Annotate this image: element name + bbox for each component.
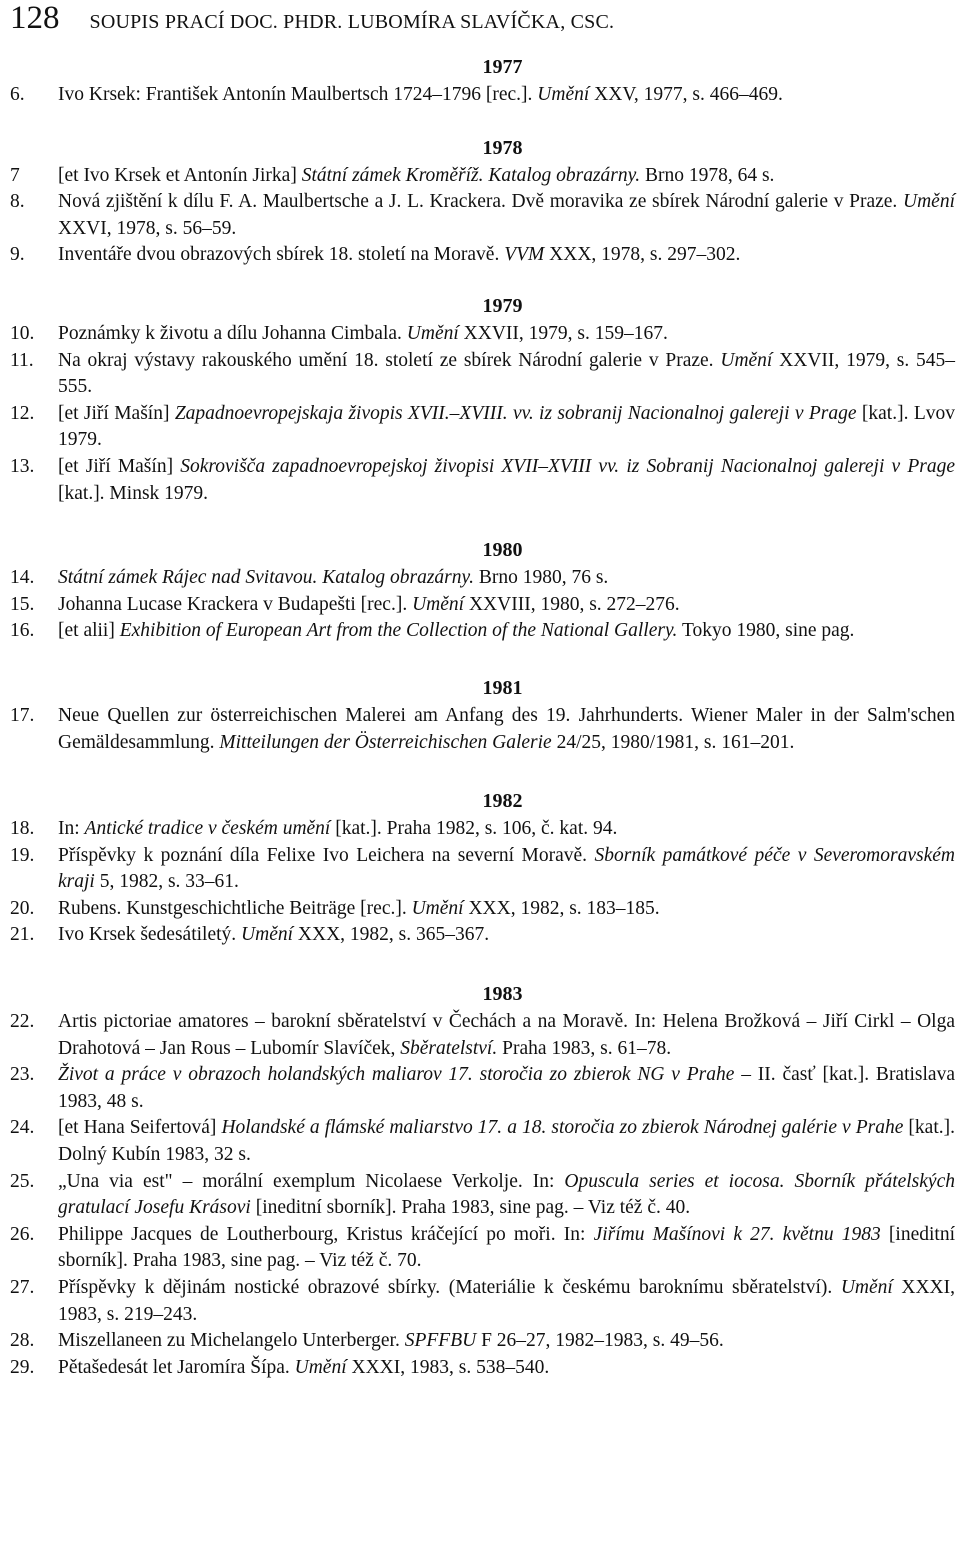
entry-number: 12. bbox=[10, 402, 35, 424]
bibliography-entry bbox=[10, 189, 955, 242]
text-run: Praha 1983, s. 61–78. bbox=[497, 1037, 672, 1059]
text-run: XXVII, 1979, s. 545–555. bbox=[58, 349, 955, 398]
text-run: Brno 1980, 76 s. bbox=[473, 567, 609, 589]
italic-title: Umění bbox=[720, 349, 773, 371]
entry-text bbox=[58, 1355, 955, 1382]
italic-title: Mitteilungen der Österreichischen Galerie bbox=[219, 731, 552, 753]
text-run: Pětašedesát let Jaromíra Šípa. bbox=[58, 1356, 295, 1378]
entry-number: 16. bbox=[10, 620, 35, 642]
text-run: XXX, 1982, s. 183–185. bbox=[463, 897, 660, 919]
entry-text bbox=[58, 896, 955, 923]
bibliography-entry bbox=[10, 1328, 955, 1355]
italic-title: Umění bbox=[412, 593, 465, 615]
bibliography-entry bbox=[10, 1275, 955, 1328]
text-run: Ivo Krsek šedesátiletý. bbox=[58, 924, 242, 946]
year-section bbox=[10, 979, 955, 1381]
entry-text bbox=[58, 1062, 955, 1115]
bibliography-entry bbox=[10, 1062, 955, 1115]
entry-text bbox=[58, 618, 955, 645]
text-run: F 26–27, 1982–1983, s. 49–56. bbox=[476, 1330, 724, 1352]
entry-text bbox=[58, 816, 955, 843]
bibliography-entry bbox=[10, 565, 955, 592]
text-run: Brno 1978, 64 s. bbox=[640, 164, 775, 186]
italic-title: Umění bbox=[537, 84, 590, 105]
entry-number: 21. bbox=[10, 924, 35, 946]
year-section bbox=[10, 786, 955, 949]
year-section bbox=[10, 535, 955, 645]
text-run: Johanna Lucase Krackera v Budapešti [rec.]. bbox=[58, 593, 413, 615]
text-run: – II. časť [kat.]. Bratislava 1983, 48 s. bbox=[58, 1064, 955, 1112]
italic-title: Sokrovišča zapadnoevropejskoj živopisi XVII–XVIII vv. iz Sobranij Nacionalnoj galereji v Prage bbox=[180, 455, 955, 477]
entry-number: 18. bbox=[10, 818, 35, 840]
entry-text bbox=[58, 922, 955, 949]
entry-text bbox=[58, 82, 955, 109]
year-heading: 1983 bbox=[482, 983, 523, 1006]
page-header bbox=[10, 0, 950, 46]
year-section bbox=[10, 673, 955, 756]
italic-title: Sborník památkové péče v Severomoravském kraji bbox=[58, 844, 955, 893]
bibliography-entry bbox=[10, 1115, 955, 1168]
bibliography-entry bbox=[10, 1009, 955, 1062]
text-run: Ivo Krsek: František Antonín Maulbertsch 1724–1796 [rec.]. bbox=[58, 84, 538, 105]
entry-text bbox=[58, 843, 955, 896]
entry-text bbox=[58, 163, 955, 190]
year-section bbox=[10, 52, 955, 109]
bibliography-entry bbox=[10, 242, 955, 269]
text-run: Tokyo 1980, sine pag. bbox=[677, 620, 855, 642]
italic-title: Holandské a flámské maliarstvo 17. a 18. storočia zo zbierok Národnej galérie v Prahe bbox=[221, 1117, 904, 1139]
entry-number: 25. bbox=[10, 1170, 35, 1192]
year-heading: 1981 bbox=[482, 676, 523, 699]
entry-text bbox=[58, 454, 955, 507]
text-run: [et Ivo Krsek et Antonín Jirka] bbox=[58, 164, 302, 186]
text-run: 5, 1982, s. 33–61. bbox=[94, 871, 239, 893]
year-heading: 1977 bbox=[482, 56, 523, 78]
year-section bbox=[10, 133, 955, 269]
italic-title: SPFFBU bbox=[404, 1330, 477, 1352]
entry-text bbox=[58, 242, 955, 269]
entry-number: 22. bbox=[10, 1011, 35, 1033]
bibliography-entry bbox=[10, 703, 955, 756]
text-run: Poznámky k životu a dílu Johanna Cimbala. bbox=[58, 322, 407, 344]
bibliography-entry bbox=[10, 1222, 955, 1275]
entry-number: 26. bbox=[10, 1223, 35, 1245]
entry-text bbox=[58, 348, 955, 401]
bibliography-entry bbox=[10, 922, 955, 949]
bibliography-entry bbox=[10, 592, 955, 619]
entry-number: 29. bbox=[10, 1356, 35, 1378]
italic-title: Jiřímu Mašínovi k 27. květnu 1983 bbox=[593, 1223, 881, 1245]
entry-number: 20. bbox=[10, 897, 35, 919]
text-run: Artis pictoriae amatores – barokní sběratelství v Čechách a na Moravě. In: Helena Brožková – Jiří Cirkl – Olga Drahotová – Jan Rous – Lubomír Slavíček, bbox=[58, 1011, 955, 1059]
text-run: [kat.]. Minsk 1979. bbox=[58, 482, 209, 504]
italic-title: Opuscula series et iocosa. Sborník přátelských gratulací Josefu Krásovi bbox=[58, 1170, 955, 1219]
entry-text bbox=[58, 703, 955, 756]
bibliography-entry bbox=[10, 454, 955, 507]
entry-text bbox=[58, 1222, 955, 1275]
bibliography-entry bbox=[10, 401, 955, 454]
text-run: [et Hana Seifertová] bbox=[58, 1117, 222, 1139]
bibliography-entry bbox=[10, 816, 955, 843]
entry-number: 10. bbox=[10, 322, 35, 344]
text-run: XXX, 1982, s. 365–367. bbox=[293, 924, 490, 946]
text-run: XXV, 1977, s. 466–469. bbox=[589, 84, 783, 105]
italic-title: Umění bbox=[903, 191, 955, 213]
year-heading: 1980 bbox=[482, 539, 523, 562]
entry-number: 8. bbox=[10, 191, 25, 213]
bibliography-entry bbox=[10, 82, 955, 109]
entry-number: 27. bbox=[10, 1277, 35, 1298]
entry-text bbox=[58, 189, 955, 242]
entry-text bbox=[58, 1328, 955, 1355]
text-run: [et Jiří Mašín] bbox=[58, 455, 181, 477]
text-run: [kat.]. Dolný Kubín 1983, 32 s. bbox=[58, 1117, 955, 1166]
entry-number: 15. bbox=[10, 593, 35, 615]
entry-number: 6. bbox=[10, 84, 25, 105]
text-run: XXVII, 1979, s. 159–167. bbox=[458, 322, 668, 344]
entry-number: 19. bbox=[10, 844, 35, 866]
entry-number: 13. bbox=[10, 455, 35, 477]
text-run: 24/25, 1980/1981, s. 161–201. bbox=[551, 731, 795, 753]
text-run: Philippe Jacques de Loutherbourg, Kristus kráčející po moři. In: bbox=[58, 1223, 594, 1245]
text-run: [kat.]. Lvov 1979. bbox=[58, 402, 955, 451]
text-run: [et Jiří Mašín] bbox=[58, 402, 175, 424]
italic-title: Státní zámek Rájec nad Svitavou. Katalog obrazárny. bbox=[58, 567, 474, 589]
text-run: Příspěvky k poznání díla Felixe Ivo Leichera na severní Moravě. bbox=[58, 844, 595, 866]
text-run: XXVIII, 1980, s. 272–276. bbox=[464, 593, 680, 615]
year-heading: 1982 bbox=[482, 790, 523, 813]
text-run: „Una via est" – morální exemplum Nicolaese Verkolje. In: bbox=[58, 1170, 565, 1192]
text-run: [ineditní sborník]. Praha 1983, sine pag. – Viz též č. 70. bbox=[58, 1223, 955, 1272]
entry-number: 24. bbox=[10, 1117, 35, 1139]
italic-title: Umění bbox=[294, 1356, 347, 1378]
italic-title: Státní zámek Kroměříž. Katalog obrazárny. bbox=[301, 164, 641, 186]
entry-number: 14. bbox=[10, 567, 35, 589]
entry-text bbox=[58, 1009, 955, 1062]
page-number: 128 bbox=[10, 0, 60, 36]
text-run: Rubens. Kunstgeschichtliche Beiträge [rec.]. bbox=[58, 897, 412, 919]
italic-title: Antické tradice v českém umění bbox=[84, 818, 331, 840]
entry-text bbox=[58, 401, 955, 454]
bibliography-list bbox=[10, 52, 955, 1381]
year-heading: 1978 bbox=[482, 136, 523, 159]
text-run: Příspěvky k dějinám nostické obrazové sbírky. (Materiálie k českému baroknímu sběratelství). bbox=[58, 1277, 841, 1298]
bibliography-entry bbox=[10, 163, 955, 190]
text-run: Miszellaneen zu Michelangelo Unterberger. bbox=[58, 1330, 405, 1352]
bibliography-entry bbox=[10, 1355, 955, 1382]
entry-text bbox=[58, 592, 955, 619]
bibliography-entry bbox=[10, 321, 955, 348]
entry-number: 11. bbox=[10, 349, 34, 371]
text-run: Inventáře dvou obrazových sbírek 18. století na Moravě. bbox=[58, 244, 505, 266]
italic-title: Zapadnoevropejskaja živopis XVII.–XVIII. vv. iz sobranij Nacionalnoj galereji v Prage bbox=[174, 402, 857, 424]
entry-number: 9. bbox=[10, 244, 25, 266]
year-heading: 1979 bbox=[482, 294, 523, 317]
entry-text bbox=[58, 321, 955, 348]
year-section bbox=[10, 291, 955, 507]
text-run: Nová zjištění k dílu F. A. Maulbertsche a J. L. Krackera. Dvě moravika ze sbírek Národní galerie v Praze. bbox=[58, 191, 903, 213]
bibliography-entry bbox=[10, 618, 955, 645]
text-run: XXVI, 1978, s. 56–59. bbox=[58, 217, 237, 239]
text-run: [et alii] bbox=[58, 620, 120, 642]
entry-number: 28. bbox=[10, 1330, 35, 1352]
text-run: [kat.]. Praha 1982, s. 106, č. kat. 94. bbox=[330, 818, 618, 840]
entry-number: 23. bbox=[10, 1064, 35, 1086]
italic-title: Umění bbox=[241, 924, 294, 946]
bibliography-entry bbox=[10, 896, 955, 923]
italic-title: VVM bbox=[504, 244, 545, 266]
italic-title: Exhibition of European Art from the Collection of the National Gallery. bbox=[119, 620, 678, 642]
bibliography-entry bbox=[10, 348, 955, 401]
running-title: SOUPIS PRACÍ DOC. PHDR. LUBOMÍRA SLAVÍČKA, CSC. bbox=[89, 11, 615, 33]
text-run: Neue Quellen zur österreichischen Malerei am Anfang des 19. Jahrhunderts. Wiener Maler in der Salm'schen Gemäldesammlung. bbox=[58, 704, 955, 753]
entry-text bbox=[58, 1169, 955, 1222]
bibliography-entry bbox=[10, 843, 955, 896]
italic-title: Umění bbox=[406, 322, 459, 344]
entry-text bbox=[58, 565, 955, 592]
text-run: XXX, 1978, s. 297–302. bbox=[544, 244, 741, 266]
italic-title: Život a práce v obrazoch holandských maliarov 17. storočia zo zbierok NG v Prahe bbox=[58, 1064, 735, 1086]
italic-title: Umění bbox=[411, 897, 464, 919]
text-run: [ineditní sborník]. Praha 1983, sine pag. – Viz též č. 40. bbox=[250, 1197, 691, 1219]
text-run: Na okraj výstavy rakouského umění 18. století ze sbírek Národní galerie v Praze. bbox=[58, 349, 721, 371]
entry-text bbox=[58, 1115, 955, 1168]
text-run: XXXI, 1983, s. 219–243. bbox=[58, 1277, 955, 1325]
text-run: In: bbox=[58, 818, 85, 840]
italic-title: Sběratelství. bbox=[400, 1037, 498, 1059]
entry-number: 7 bbox=[10, 164, 20, 186]
entry-number: 17. bbox=[10, 704, 35, 726]
text-run: XXXI, 1983, s. 538–540. bbox=[346, 1356, 550, 1378]
bibliography-entry bbox=[10, 1169, 955, 1222]
italic-title: Umění bbox=[840, 1277, 893, 1298]
entry-text bbox=[58, 1275, 955, 1328]
